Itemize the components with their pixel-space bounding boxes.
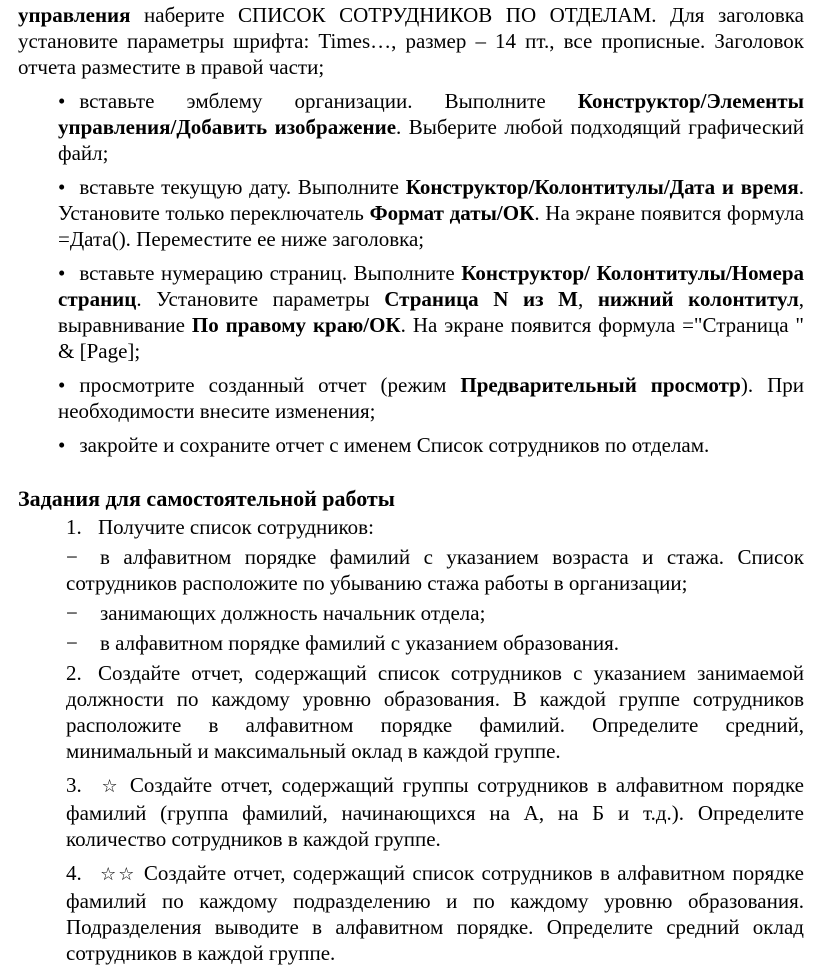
dash-icon: −: [66, 601, 78, 625]
task-number: 1.: [66, 515, 82, 539]
bullet-icon: •: [58, 89, 66, 113]
bullet-item-3: • вставьте нумерацию страниц. Выполните Конструктор/ Колонтитулы/Номера страниц. Установите параметры Страница N из M, нижний колонтитул, выравнивание По правому краю/ОК. На экране появится формула ="Страница " & [Page];: [58, 261, 805, 363]
bullet-icon: •: [58, 373, 66, 397]
task-4: 4. ☆☆ Создайте отчет, содержащий список сотрудников в алфавитном порядке фамилий по каждому подразделению и по каждому уровню образования. Подразделения выводите в алфавитном порядке. Определите средний оклад сотрудников в каждой группе.: [66, 861, 804, 965]
intro-bold: управления: [18, 3, 131, 27]
task-number: 3.: [66, 773, 82, 797]
bullet-icon: •: [58, 175, 66, 199]
task-number: 2.: [66, 661, 82, 685]
star-icon: ☆☆: [98, 864, 137, 885]
dash-icon: −: [66, 545, 78, 569]
dash-icon: −: [66, 631, 78, 655]
bullet-item-1: • вставьте эмблему организации. Выполните Конструктор/Элементы управления/Добавить изображение. Выберите любой подходящий графический файл;: [58, 89, 804, 165]
bullet-icon: •: [58, 433, 66, 457]
task-1-subitem-2: − занимающих должность начальник отдела;: [66, 601, 486, 625]
bullet-item-5: • закройте и сохраните отчет с именем Список сотрудников по отделам.: [58, 433, 710, 457]
section-title: Задания для самостоятельной работы: [18, 486, 395, 511]
task-1-subitem-3: − в алфавитном порядке фамилий с указанием образования.: [66, 631, 620, 655]
bullet-item-4: • просмотрите созданный отчет (режим Предварительный просмотр). При необходимости внесите изменения;: [58, 373, 804, 423]
bullet-item-2: • вставьте текущую дату. Выполните Конструктор/Колонтитулы/Дата и время. Установите только переключатель Формат даты/ОК. На экране появится формула =Дата(). Переместите ее ниже заголовка;: [58, 175, 804, 251]
task-1-subitem-1: − в алфавитном порядке фамилий с указанием возраста и стажа. Список сотрудников расположите по убыванию стажа работы в организации;: [66, 545, 804, 595]
bullet-icon: •: [58, 261, 66, 285]
star-icon: ☆: [98, 776, 122, 797]
task-3: 3. ☆ Создайте отчет, содержащий группы сотрудников в алфавитном порядке фамилий (группа фамилий, начинающихся на А, на Б и т.д.). Определите количество сотрудников в каждой группе.: [66, 773, 804, 851]
task-number: 4.: [66, 861, 82, 885]
intro-text: наберите СПИСОК СОТРУДНИКОВ ПО ОТДЕЛАМ. Для заголовка установите параметры шрифта: Times…, размер – 14 пт., все прописные. Заголовок отчета разместите в правой части;: [18, 3, 804, 79]
task-2: 2. Создайте отчет, содержащий список сотрудников с указанием занимаемой должности по каждому уровню образования. В каждой группе сотрудников расположите в алфавитном порядке фамилий. Определите средний, минимальный и максимальный оклад в каждой группе.: [66, 661, 804, 763]
task-1: 1. Получите список сотрудников:: [66, 515, 374, 539]
intro-paragraph: [18, 2, 804, 80]
